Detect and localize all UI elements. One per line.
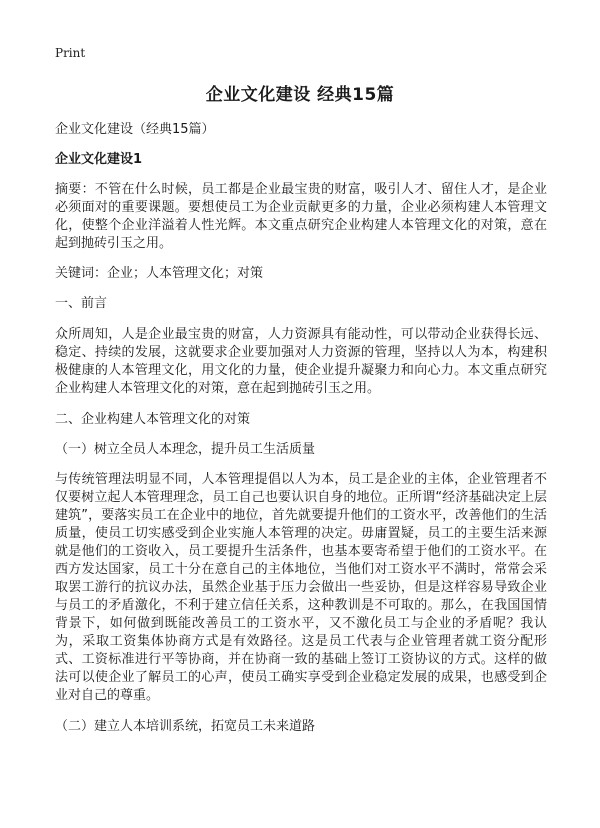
preface-paragraph: 众所周知，人是企业最宝贵的财富，人力资源具有能动性，可以带动企业获得长远、稳定、持续的发展，这就要求企业要加强对人力资源的管理，坚持以人为本，构建积极健康的人本管理文化，用文化的力量，使企业提升凝聚力和向心力。本文重点研究企业构建人本管理文化的对策，意在起到抛砖引玉之用。: [55, 327, 547, 396]
subsection-heading-2: （二）建立人本培训系统，拓宽员工未来道路: [55, 719, 316, 734]
print-link[interactable]: Print: [55, 46, 86, 60]
subsection-heading-1: （一）树立全员人本理念，提升员工生活质量: [55, 442, 316, 457]
strategy-heading: 二、企业构建人本管理文化的对策: [55, 412, 251, 427]
preface-heading: 一、前言: [55, 296, 108, 311]
abstract-paragraph: 摘要：不管在什么时候，员工都是企业最宝贵的财富，吸引人才、留住人才，是企业必须面对的重要课题。要想使员工为企业贡献更多的力量，企业必须构建人本管理文化，使整个企业洋溢着人性光辉。本文重点研究企业构建人本管理文化的对策，意在起到抛砖引玉之用。: [55, 182, 547, 251]
section-heading: 企业文化建设1: [55, 152, 143, 167]
keywords-line: 关键词：企业；人本管理文化；对策: [55, 266, 264, 281]
subsection-paragraph-1: 与传统管理法明显不同，人本管理提倡以人为本，员工是企业的主体，企业管理者不仅要树立起人本管理理念，员工自己也要认识自身的地位。正所谓“经济基础决定上层建筑”，要落实员工在企业中的地位，首先就要提升他们的工资水平，改善他们的生活质量，使员工切实感受到企业实施人本管理的决定。毋庸置疑，员工的主要生活来源就是他们的工资收入，员工要提升生活条件，也基本要寄希望于他们的工资水平。在西方发达国家，员工十分在意自己的主体地位，当他们对工资水平不满时，常常会采取罢工游行的抗议办法，虽然企业基于压力会做出一些妥协，但是这样容易导致企业与员工的矛盾激化，不利于建立信任关系，这种教训是不可取的。那么，在我国国情背景下，如何做到既能改善员工的工资水平，又不激化员工与企业的矛盾呢？我认为，采取工资集体协商方式是有效路径。这是员工代表与企业管理者就工资分配形式、工资标准进行平等协商，并在协商一致的基础上签订工资协议的方式。这样的做法可以使企业了解员工的心声，使员工确实享受到企业稳定发展的成果，也感受到企业对自己的尊重。: [55, 472, 547, 703]
page-title: 企业文化建设 经典15篇: [205, 85, 395, 105]
document-subtitle: 企业文化建设（经典15篇）: [55, 122, 215, 137]
